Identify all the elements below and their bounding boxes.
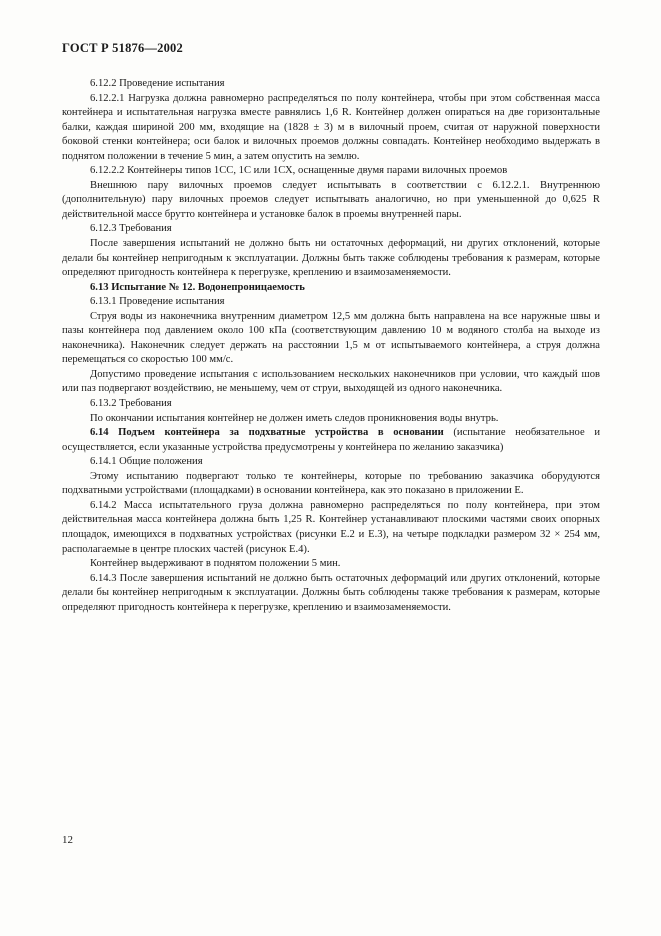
section-heading: 6.13 Испытание № 12. Водонепроницаемость xyxy=(90,281,305,293)
paragraph: По окончании испытания контейнер не должен иметь следов проникновения воды внутрь. xyxy=(90,412,499,424)
subsection-heading: 6.13.1 Проведение испытания xyxy=(90,296,225,308)
paragraph: 6.12.2.1 Нагрузка должна равномерно распределяться по полу контейнера, чтобы при этом собственная масса контейнера и испытательная нагрузка вместе равнялись 1,6 R. Контейнер должен опираться на две горизонтальные балки, каждая шириной 200 мм, входящие на (1828 ± 3) м в вилочный проем, считая от наружной поверхности боковой стенки контейнера; оси балок и вилочных проемов должны совпадать. Контейнер необходимо выдержать в поднятом положении в течение 5 мин, а затем опустить на землю. xyxy=(62,92,600,162)
paragraph: Внешнюю пару вилочных проемов следует испытывать в соответствии с 6.12.2.1. Внутреннюю (дополнительную) пару вилочных проемов следует испытывать аналогично, но при уменьшенной до 0,625 R действительной массе брутто контейнера и установке балок в проемы внутренней пары. xyxy=(62,179,600,220)
subsection-heading: 6.12.3 Требования xyxy=(90,223,172,235)
paragraph: Контейнер выдерживают в поднятом положении 5 мин. xyxy=(90,558,341,570)
section-heading: 6.14 Подъем контейнера за подхватные устройства в основании (испытание необязательное и осуществляется, если указанные устройства предусмотрены у контейнера по желанию заказчика) xyxy=(62,427,600,453)
document-body xyxy=(62,77,600,615)
paragraph: 6.12.2.2 Контейнеры типов 1СС, 1С или 1СХ, оснащенные двумя парами вилочных проемов xyxy=(90,165,508,177)
subsection-heading: 6.13.2 Требования xyxy=(90,398,172,410)
subsection-heading: 6.14.1 Общие положения xyxy=(90,456,203,468)
page-number: 12 xyxy=(62,834,73,846)
paragraph: Этому испытанию подвергают только те контейнеры, которые по требованию заказчика оборудуются подхватными устройствами (площадками) в основании контейнера, как это показано в приложении Е. xyxy=(62,470,600,497)
paragraph: 6.14.3 После завершения испытаний не должно быть остаточных деформаций или других отклонений, которые делали бы контейнер непригодным к эксплуатации. Должны быть соблюдены также требования к размерам, которые определяют пригодность контейнера к перегрузке, креплению и взаимозаменяемости. xyxy=(62,572,600,613)
paragraph: 6.14.2 Масса испытательного груза должна равномерно распределяться по полу контейнера, при этом действительная масса контейнера должна быть 1,25 R. Контейнер устанавливают плоскими частями своих опорных площадок, имеющихся в подхватных устройствах (рисунки Е.2 и Е.3), на четыре подкладки размером 32 × 254 мм, располагаемые в центре плоских частей (рисунок Е.4). xyxy=(62,499,600,555)
document-header: ГОСТ Р 51876—2002 xyxy=(62,41,183,55)
subsection-heading: 6.12.2 Проведение испытания xyxy=(90,78,225,89)
paragraph: Допустимо проведение испытания с использованием нескольких наконечников при условии, что каждый шов или паз подвергают воздействию, не меньшему, чем от струи, выходящей из одного наконечника. xyxy=(62,368,600,395)
paragraph: После завершения испытаний не должно быть ни остаточных деформаций, ни других отклонений, которые делали бы контейнер непригодным к эксплуатации. Должны быть также соблюдены требования к размерам, которые определяют пригодность контейнера к перегрузке, креплению и взаимозаменяемости. xyxy=(62,238,600,279)
paragraph: Струя воды из наконечника внутренним диаметром 12,5 мм должна быть направлена на все наружные швы и пазы контейнера под давлением около 100 кПа (соответствующим давлению 10 м водяного столба на выходе из наконечника). Наконечник следует держать на расстоянии 1,5 м от испытываемого контейнера, а струя должна перемещаться со скоростью 100 мм/с. xyxy=(62,310,600,366)
